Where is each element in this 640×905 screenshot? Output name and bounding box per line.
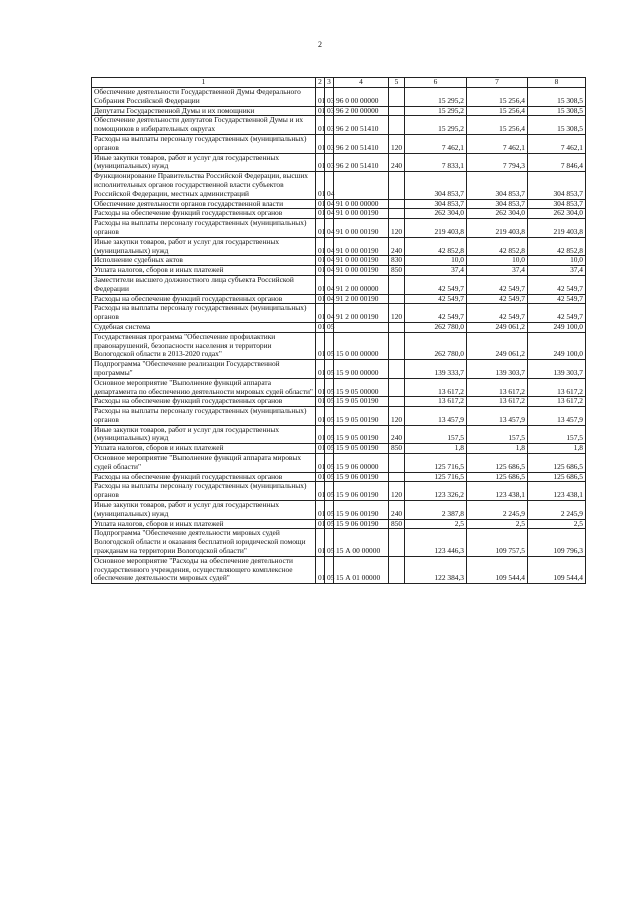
cell-name: Расходы на обеспечение функций государственных органов xyxy=(92,209,316,219)
table-row xyxy=(92,116,586,135)
cell-amount-year3: 15 308,5 xyxy=(528,106,586,116)
cell-amount-year3: 15 308,5 xyxy=(528,88,586,107)
cell-amount-year3: 42 852,8 xyxy=(528,237,586,256)
cell-name: Иные закупки товаров, работ и услуг для государственных (муниципальных) нужд xyxy=(92,425,316,444)
cell-amount-year1: 1,8 xyxy=(405,444,467,454)
cell-target-article: 15 9 05 00190 xyxy=(334,397,389,407)
cell-amount-year3: 7 846,4 xyxy=(528,153,586,172)
cell-target-article: 96 2 00 00000 xyxy=(334,106,389,116)
cell-subsection: 03 xyxy=(325,88,334,107)
cell-expense-type xyxy=(389,454,405,473)
cell-amount-year1: 125 716,5 xyxy=(405,472,467,482)
cell-expense-type: 240 xyxy=(389,153,405,172)
cell-subsection: 04 xyxy=(325,266,334,276)
cell-name: Подпрограмма "Обеспечение реализации Государственной программы" xyxy=(92,360,316,379)
cell-expense-type: 120 xyxy=(389,482,405,501)
cell-amount-year1: 123 326,2 xyxy=(405,482,467,501)
cell-subsection: 05 xyxy=(325,482,334,501)
table-row xyxy=(92,378,586,397)
table-row xyxy=(92,275,586,294)
cell-amount-year2: 15 256,4 xyxy=(467,106,528,116)
cell-subsection: 04 xyxy=(325,237,334,256)
cell-expense-type xyxy=(389,106,405,116)
cell-target-article: 96 2 00 51410 xyxy=(334,153,389,172)
cell-amount-year2: 37,4 xyxy=(467,266,528,276)
table-row xyxy=(92,172,586,199)
table-body xyxy=(92,88,586,584)
cell-subsection: 05 xyxy=(325,444,334,454)
cell-target-article: 96 2 00 51410 xyxy=(334,134,389,153)
cell-expense-type: 120 xyxy=(389,219,405,238)
cell-subsection: 04 xyxy=(325,256,334,266)
cell-subsection: 05 xyxy=(325,407,334,426)
cell-subsection: 04 xyxy=(325,209,334,219)
cell-amount-year1: 2,5 xyxy=(405,519,467,529)
cell-name: Уплата налогов, сборов и иных платежей xyxy=(92,444,316,454)
table-row xyxy=(92,266,586,276)
cell-expense-type xyxy=(389,529,405,556)
cell-amount-year1: 10,0 xyxy=(405,256,467,266)
cell-subsection: 04 xyxy=(325,199,334,209)
table-row xyxy=(92,425,586,444)
cell-section: 01 xyxy=(316,88,325,107)
cell-amount-year2: 125 686,5 xyxy=(467,454,528,473)
cell-section: 01 xyxy=(316,556,325,583)
table-row xyxy=(92,322,586,332)
cell-amount-year2: 219 403,8 xyxy=(467,219,528,238)
cell-subsection: 05 xyxy=(325,378,334,397)
cell-amount-year1: 219 403,8 xyxy=(405,219,467,238)
cell-expense-type: 120 xyxy=(389,304,405,323)
cell-subsection: 04 xyxy=(325,294,334,304)
cell-amount-year1: 15 295,2 xyxy=(405,106,467,116)
cell-subsection: 05 xyxy=(325,397,334,407)
table-row xyxy=(92,237,586,256)
cell-subsection: 03 xyxy=(325,153,334,172)
cell-amount-year1: 304 853,7 xyxy=(405,172,467,199)
cell-section: 01 xyxy=(316,209,325,219)
cell-amount-year3: 157,5 xyxy=(528,425,586,444)
table-row xyxy=(92,482,586,501)
cell-expense-type: 240 xyxy=(389,237,405,256)
table-row xyxy=(92,407,586,426)
table-row xyxy=(92,153,586,172)
cell-name: Расходы на обеспечение функций государственных органов xyxy=(92,472,316,482)
cell-target-article: 15 9 06 00190 xyxy=(334,482,389,501)
cell-section: 01 xyxy=(316,153,325,172)
cell-amount-year2: 1,8 xyxy=(467,444,528,454)
cell-amount-year2: 42 549,7 xyxy=(467,294,528,304)
cell-amount-year3: 37,4 xyxy=(528,266,586,276)
cell-amount-year1: 2 387,8 xyxy=(405,501,467,520)
cell-amount-year3: 219 403,8 xyxy=(528,219,586,238)
cell-subsection: 05 xyxy=(325,556,334,583)
cell-amount-year1: 123 446,3 xyxy=(405,529,467,556)
cell-expense-type: 830 xyxy=(389,256,405,266)
cell-name: Иные закупки товаров, работ и услуг для государственных (муниципальных) нужд xyxy=(92,153,316,172)
cell-amount-year2: 249 061,2 xyxy=(467,332,528,359)
cell-target-article: 15 9 05 00190 xyxy=(334,444,389,454)
cell-expense-type xyxy=(389,322,405,332)
table-row xyxy=(92,454,586,473)
cell-name: Расходы на обеспечение функций государственных органов xyxy=(92,397,316,407)
cell-expense-type: 240 xyxy=(389,425,405,444)
cell-amount-year1: 37,4 xyxy=(405,266,467,276)
cell-target-article: 91 2 00 00190 xyxy=(334,304,389,323)
cell-section: 01 xyxy=(316,116,325,135)
cell-subsection: 05 xyxy=(325,322,334,332)
cell-target-article: 91 2 00 00190 xyxy=(334,294,389,304)
table-row xyxy=(92,219,586,238)
cell-target-article: 91 0 00 00000 xyxy=(334,199,389,209)
cell-amount-year2: 15 256,4 xyxy=(467,116,528,135)
cell-amount-year1: 13 617,2 xyxy=(405,378,467,397)
cell-amount-year2: 13 617,2 xyxy=(467,378,528,397)
col-header-rz: 2 xyxy=(316,78,325,88)
cell-amount-year2: 13 457,9 xyxy=(467,407,528,426)
cell-amount-year1: 13 457,9 xyxy=(405,407,467,426)
cell-target-article: 15 9 05 00190 xyxy=(334,407,389,426)
cell-target-article xyxy=(334,322,389,332)
cell-subsection: 03 xyxy=(325,134,334,153)
cell-section: 01 xyxy=(316,322,325,332)
cell-amount-year3: 42 549,7 xyxy=(528,294,586,304)
cell-name: Государственная программа "Обеспечение профилактики правонарушений, безопасности населения и территории Вологодской области в 2013-2020 годах" xyxy=(92,332,316,359)
cell-amount-year2: 109 544,4 xyxy=(467,556,528,583)
col-header-year1: 6 xyxy=(405,78,467,88)
cell-expense-type xyxy=(389,397,405,407)
cell-amount-year1: 7 462,1 xyxy=(405,134,467,153)
cell-subsection: 04 xyxy=(325,172,334,199)
cell-amount-year2: 125 686,5 xyxy=(467,472,528,482)
col-header-year2: 7 xyxy=(467,78,528,88)
table-row xyxy=(92,304,586,323)
cell-target-article: 15 9 00 00000 xyxy=(334,360,389,379)
table-row xyxy=(92,556,586,583)
cell-amount-year3: 10,0 xyxy=(528,256,586,266)
cell-section: 01 xyxy=(316,237,325,256)
cell-section: 01 xyxy=(316,294,325,304)
cell-amount-year1: 122 384,3 xyxy=(405,556,467,583)
cell-section: 01 xyxy=(316,444,325,454)
cell-target-article: 91 0 00 00190 xyxy=(334,209,389,219)
cell-amount-year3: 13 457,9 xyxy=(528,407,586,426)
cell-expense-type xyxy=(389,378,405,397)
cell-amount-year3: 15 308,5 xyxy=(528,116,586,135)
cell-name: Расходы на выплаты персоналу государственных (муниципальных) органов xyxy=(92,219,316,238)
cell-expense-type xyxy=(389,172,405,199)
cell-amount-year1: 7 833,1 xyxy=(405,153,467,172)
cell-name: Функционирование Правительства Российской Федерации, высших исполнительных органов государственной власти субъектов Российской Федерации, местных администраций xyxy=(92,172,316,199)
cell-name: Расходы на выплаты персоналу государственных (муниципальных) органов xyxy=(92,482,316,501)
cell-amount-year3: 109 544,4 xyxy=(528,556,586,583)
cell-subsection: 03 xyxy=(325,116,334,135)
cell-amount-year1: 13 617,2 xyxy=(405,397,467,407)
table-row xyxy=(92,332,586,359)
cell-name: Расходы на выплаты персоналу государственных (муниципальных) органов xyxy=(92,134,316,153)
cell-amount-year2: 2,5 xyxy=(467,519,528,529)
cell-name: Уплата налогов, сборов и иных платежей xyxy=(92,519,316,529)
cell-name: Депутаты Государственной Думы и их помощники xyxy=(92,106,316,116)
cell-amount-year3: 304 853,7 xyxy=(528,199,586,209)
cell-section: 01 xyxy=(316,454,325,473)
cell-target-article: 15 9 05 00190 xyxy=(334,425,389,444)
cell-amount-year3: 42 549,7 xyxy=(528,304,586,323)
cell-section: 01 xyxy=(316,275,325,294)
cell-amount-year3: 304 853,7 xyxy=(528,172,586,199)
cell-target-article: 15 9 06 00190 xyxy=(334,519,389,529)
cell-amount-year2: 262 304,0 xyxy=(467,209,528,219)
cell-subsection: 03 xyxy=(325,106,334,116)
cell-name: Обеспечение деятельности депутатов Государственной Думы и их помощников в избирательных округах xyxy=(92,116,316,135)
cell-section: 01 xyxy=(316,378,325,397)
cell-amount-year1: 15 295,2 xyxy=(405,116,467,135)
cell-section: 01 xyxy=(316,199,325,209)
cell-section: 01 xyxy=(316,407,325,426)
cell-subsection: 04 xyxy=(325,275,334,294)
cell-name: Исполнение судебных актов xyxy=(92,256,316,266)
col-header-name: 1 xyxy=(92,78,316,88)
cell-expense-type xyxy=(389,275,405,294)
cell-amount-year2: 10,0 xyxy=(467,256,528,266)
table-row xyxy=(92,134,586,153)
cell-amount-year3: 109 796,3 xyxy=(528,529,586,556)
cell-target-article: 96 0 00 00000 xyxy=(334,88,389,107)
cell-amount-year1: 125 716,5 xyxy=(405,454,467,473)
cell-name: Расходы на обеспечение функций государственных органов xyxy=(92,294,316,304)
cell-name: Основное мероприятие "Выполнение функций аппарата мировых судей области" xyxy=(92,454,316,473)
cell-amount-year1: 262 780,0 xyxy=(405,322,467,332)
cell-amount-year2: 42 549,7 xyxy=(467,304,528,323)
cell-amount-year1: 139 333,7 xyxy=(405,360,467,379)
cell-section: 01 xyxy=(316,256,325,266)
cell-amount-year2: 304 853,7 xyxy=(467,199,528,209)
cell-subsection: 05 xyxy=(325,472,334,482)
cell-expense-type xyxy=(389,472,405,482)
cell-amount-year3: 125 686,5 xyxy=(528,454,586,473)
cell-amount-year2: 157,5 xyxy=(467,425,528,444)
table-row xyxy=(92,88,586,107)
cell-target-article: 15 А 00 00000 xyxy=(334,529,389,556)
cell-amount-year2: 2 245,9 xyxy=(467,501,528,520)
cell-name: Иные закупки товаров, работ и услуг для государственных (муниципальных) нужд xyxy=(92,501,316,520)
col-header-vr: 5 xyxy=(389,78,405,88)
cell-subsection: 05 xyxy=(325,332,334,359)
cell-section: 01 xyxy=(316,425,325,444)
cell-section: 01 xyxy=(316,106,325,116)
cell-name: Судебная система xyxy=(92,322,316,332)
cell-name: Основное мероприятие "Выполнение функций аппарата департамента по обеспечению деятельности мировых судей области" xyxy=(92,378,316,397)
cell-expense-type xyxy=(389,209,405,219)
cell-amount-year3: 123 438,1 xyxy=(528,482,586,501)
cell-subsection: 04 xyxy=(325,219,334,238)
cell-section: 01 xyxy=(316,360,325,379)
cell-target-article: 91 0 00 00190 xyxy=(334,237,389,256)
budget-table xyxy=(91,77,586,584)
cell-expense-type xyxy=(389,294,405,304)
cell-amount-year3: 13 617,2 xyxy=(528,378,586,397)
cell-target-article: 15 9 06 00190 xyxy=(334,472,389,482)
cell-target-article: 91 0 00 00190 xyxy=(334,219,389,238)
cell-amount-year3: 42 549,7 xyxy=(528,275,586,294)
cell-amount-year1: 157,5 xyxy=(405,425,467,444)
cell-section: 01 xyxy=(316,304,325,323)
cell-subsection: 05 xyxy=(325,360,334,379)
cell-name: Обеспечение деятельности Государственной Думы Федерального Собрания Российской Федерации xyxy=(92,88,316,107)
cell-amount-year2: 7 794,3 xyxy=(467,153,528,172)
cell-amount-year1: 15 295,2 xyxy=(405,88,467,107)
cell-name: Заместители высшего должностного лица субъекта Российской Федерации xyxy=(92,275,316,294)
cell-amount-year2: 42 549,7 xyxy=(467,275,528,294)
cell-amount-year3: 125 686,5 xyxy=(528,472,586,482)
cell-name: Подпрограмма "Обеспечение деятельности мировых судей Вологодской области и оказания бесплатной юридической помощи гражданам на территории Вологодской области" xyxy=(92,529,316,556)
cell-section: 01 xyxy=(316,332,325,359)
cell-subsection: 05 xyxy=(325,501,334,520)
cell-section: 01 xyxy=(316,482,325,501)
cell-section: 01 xyxy=(316,134,325,153)
cell-expense-type xyxy=(389,199,405,209)
cell-target-article: 15 9 06 00190 xyxy=(334,501,389,520)
cell-subsection: 05 xyxy=(325,454,334,473)
cell-target-article xyxy=(334,172,389,199)
cell-target-article: 15 А 01 00000 xyxy=(334,556,389,583)
cell-amount-year3: 249 100,0 xyxy=(528,322,586,332)
cell-subsection: 04 xyxy=(325,304,334,323)
cell-amount-year2: 139 303,7 xyxy=(467,360,528,379)
table-row xyxy=(92,360,586,379)
cell-amount-year1: 42 549,7 xyxy=(405,294,467,304)
cell-target-article: 91 0 00 00190 xyxy=(334,266,389,276)
cell-section: 01 xyxy=(316,529,325,556)
cell-subsection: 05 xyxy=(325,425,334,444)
cell-amount-year2: 304 853,7 xyxy=(467,172,528,199)
col-header-csr: 4 xyxy=(334,78,389,88)
cell-amount-year3: 1,8 xyxy=(528,444,586,454)
table-row xyxy=(92,529,586,556)
cell-amount-year2: 15 256,4 xyxy=(467,88,528,107)
table-row xyxy=(92,501,586,520)
cell-expense-type: 120 xyxy=(389,407,405,426)
cell-expense-type xyxy=(389,88,405,107)
cell-name: Расходы на выплаты персоналу государственных (муниципальных) органов xyxy=(92,407,316,426)
cell-target-article: 15 0 00 00000 xyxy=(334,332,389,359)
cell-target-article: 15 9 05 00000 xyxy=(334,378,389,397)
cell-target-article: 15 9 06 00000 xyxy=(334,454,389,473)
cell-name: Основное мероприятие "Расходы на обеспечение деятельности государственного учреждения, осуществляющего комплексное обеспечение деятельности мировых судей" xyxy=(92,556,316,583)
cell-expense-type xyxy=(389,116,405,135)
cell-expense-type xyxy=(389,360,405,379)
cell-amount-year1: 42 549,7 xyxy=(405,275,467,294)
cell-amount-year3: 13 617,2 xyxy=(528,397,586,407)
cell-amount-year1: 262 304,0 xyxy=(405,209,467,219)
cell-amount-year2: 249 061,2 xyxy=(467,322,528,332)
cell-subsection: 05 xyxy=(325,529,334,556)
cell-target-article: 91 2 00 00000 xyxy=(334,275,389,294)
cell-expense-type xyxy=(389,556,405,583)
cell-name: Уплата налогов, сборов и иных платежей xyxy=(92,266,316,276)
header-row xyxy=(92,78,586,88)
cell-name: Расходы на выплаты персоналу государственных (муниципальных) органов xyxy=(92,304,316,323)
cell-section: 01 xyxy=(316,266,325,276)
cell-amount-year1: 42 852,8 xyxy=(405,237,467,256)
cell-amount-year3: 7 462,1 xyxy=(528,134,586,153)
cell-section: 01 xyxy=(316,172,325,199)
cell-name: Обеспечение деятельности органов государственной власти xyxy=(92,199,316,209)
cell-subsection: 05 xyxy=(325,519,334,529)
cell-section: 01 xyxy=(316,472,325,482)
cell-target-article: 96 2 00 51410 xyxy=(334,116,389,135)
cell-target-article: 91 0 00 00190 xyxy=(334,256,389,266)
cell-section: 01 xyxy=(316,501,325,520)
cell-expense-type: 850 xyxy=(389,444,405,454)
cell-expense-type: 240 xyxy=(389,501,405,520)
cell-section: 01 xyxy=(316,397,325,407)
cell-section: 01 xyxy=(316,219,325,238)
cell-amount-year2: 13 617,2 xyxy=(467,397,528,407)
col-header-year3: 8 xyxy=(528,78,586,88)
cell-amount-year3: 2 245,9 xyxy=(528,501,586,520)
cell-amount-year1: 304 853,7 xyxy=(405,199,467,209)
cell-amount-year2: 123 438,1 xyxy=(467,482,528,501)
page-number: 2 xyxy=(318,40,322,49)
cell-amount-year3: 2,5 xyxy=(528,519,586,529)
cell-expense-type: 850 xyxy=(389,266,405,276)
cell-amount-year2: 109 757,5 xyxy=(467,529,528,556)
cell-expense-type: 850 xyxy=(389,519,405,529)
col-header-pr: 3 xyxy=(325,78,334,88)
cell-amount-year2: 7 462,1 xyxy=(467,134,528,153)
cell-name: Иные закупки товаров, работ и услуг для государственных (муниципальных) нужд xyxy=(92,237,316,256)
cell-amount-year2: 42 852,8 xyxy=(467,237,528,256)
cell-amount-year3: 262 304,0 xyxy=(528,209,586,219)
cell-amount-year3: 249 100,0 xyxy=(528,332,586,359)
cell-section: 01 xyxy=(316,519,325,529)
cell-expense-type xyxy=(389,332,405,359)
cell-expense-type: 120 xyxy=(389,134,405,153)
cell-amount-year1: 262 780,0 xyxy=(405,332,467,359)
cell-amount-year3: 139 303,7 xyxy=(528,360,586,379)
cell-amount-year1: 42 549,7 xyxy=(405,304,467,323)
